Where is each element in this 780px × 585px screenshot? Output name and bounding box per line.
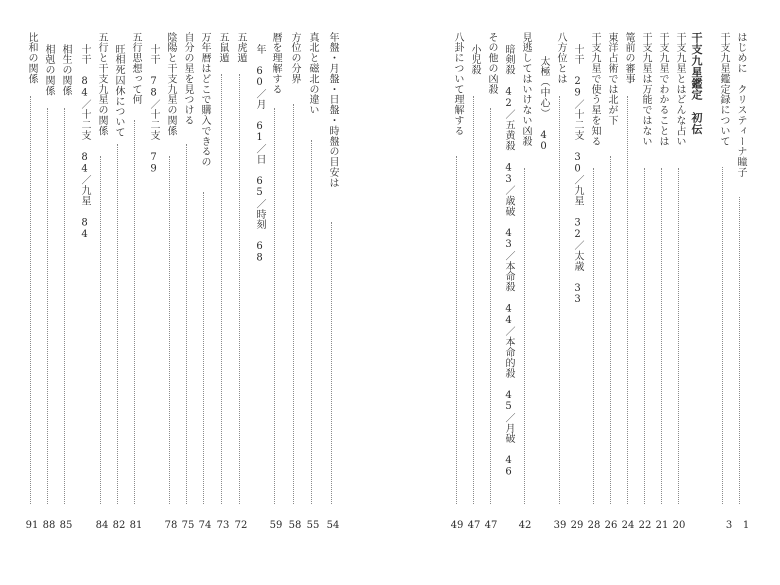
toc-subentry-text: 暗剣殺 42／五黄殺 43／歳破 43／本命殺 44／本命的殺 45／月破 46 [503, 44, 514, 478]
page-number: 29 [570, 520, 584, 531]
toc-entry-text: 八方位とは [555, 32, 566, 84]
toc-entry-text: 相剋の関係 [43, 44, 54, 96]
toc-subentry [501, 32, 515, 516]
toc-entry [518, 32, 532, 516]
toc-entry [305, 32, 319, 516]
toc-entry-text: 五行と干支九星の関係 [96, 32, 107, 136]
page-number: 24 [621, 520, 635, 531]
toc-entry-text: その他の凶殺 [486, 32, 497, 95]
page-number: 82 [112, 520, 126, 531]
toc-entry [553, 32, 567, 516]
toc-entry [672, 32, 686, 516]
leader-dots [134, 120, 135, 504]
page-number: 59 [269, 520, 283, 531]
leader-dots [100, 156, 101, 504]
toc-entry [604, 32, 618, 516]
toc-entry-text: 干支九星とはどんな占い [674, 32, 685, 147]
page-number: 73 [216, 520, 230, 531]
toc-entry-text: 干支九星は万能ではない [640, 32, 651, 147]
page-number: 88 [42, 520, 56, 531]
toc-entry [41, 32, 55, 516]
toc-entry-text: 見逃してはいけない凶殺 [520, 32, 531, 147]
toc-entry [94, 32, 108, 516]
toc-entry-text: 自分の星を見つける [182, 32, 193, 126]
leader-dots [293, 104, 294, 504]
page-number: 91 [25, 520, 39, 531]
page-number: 49 [450, 520, 464, 531]
toc-subentry [570, 32, 584, 516]
leader-dots [661, 168, 662, 504]
toc-entry-text: 八卦について理解する [452, 32, 463, 136]
leader-dots [739, 197, 740, 504]
section-heading: 干支九星鑑定 初伝 [690, 32, 703, 135]
toc-entry [621, 32, 635, 516]
leader-dots [722, 167, 723, 504]
toc-entry [484, 32, 498, 516]
leader-dots [311, 140, 312, 504]
toc-entry-text: 小児殺 [469, 44, 480, 76]
page-number: 47 [484, 520, 498, 531]
toc-entry [24, 32, 38, 516]
toc-subentry-text: 年 60／月 61／日 65／時刻 68 [254, 44, 265, 264]
leader-dots [456, 156, 457, 504]
toc-entry-text: 五鼠遁 [217, 32, 228, 64]
leader-dots [203, 192, 204, 504]
page-number: 55 [306, 520, 320, 531]
toc-entry-text: 陰陽と干支九星の関係 [165, 32, 176, 136]
leader-dots [644, 168, 645, 504]
toc-entry-text: 東洋占術では北が下 [606, 32, 617, 126]
page-number: 39 [553, 520, 567, 531]
leader-dots [490, 108, 491, 504]
page-number: 47 [467, 520, 481, 531]
toc-subentry [536, 32, 550, 516]
toc-subentry-text: 十干 29／十二支 30／九星 32／太歳 33 [572, 44, 583, 306]
toc-section-heading [689, 32, 703, 516]
right-page [390, 0, 780, 585]
toc-entry [233, 32, 247, 516]
leader-dots [559, 96, 560, 504]
page-number: 74 [198, 520, 212, 531]
leader-dots [473, 96, 474, 504]
toc-entry [128, 32, 142, 516]
page-number: 3 [725, 520, 733, 531]
toc-entry [287, 32, 301, 516]
page-number: 58 [288, 520, 302, 531]
toc-entry-text: 五行思想って何 [130, 32, 141, 105]
toc-entry [716, 32, 730, 516]
leader-dots [30, 96, 31, 504]
toc-entry-text: はじめに クリスティーナ瞳子 [735, 32, 746, 178]
page-number: 1 [742, 520, 750, 531]
page-number: 72 [234, 520, 248, 531]
toc-entry [180, 32, 194, 516]
toc-entry [111, 32, 125, 516]
toc-subentry-text: 太極（中心） 40 [538, 56, 549, 153]
page-number: 26 [604, 520, 618, 531]
toc-subentry [146, 32, 160, 516]
leader-dots [47, 108, 48, 504]
leader-dots [274, 108, 275, 504]
leader-dots [593, 168, 594, 504]
toc-entry-text: 暦を理解する [270, 32, 281, 95]
toc-entry [163, 32, 177, 516]
leader-dots [678, 168, 679, 504]
toc-entry-text: 方位の分界 [289, 32, 300, 84]
toc-subentry-text: 十干 84／十二支 84／九星 84 [79, 44, 90, 241]
toc-subentry [252, 32, 266, 516]
toc-entry [325, 32, 339, 516]
page-number: 75 [181, 520, 195, 531]
page-number: 42 [518, 520, 532, 531]
toc-entry [197, 32, 211, 516]
leader-dots [627, 96, 628, 504]
page-number: 78 [164, 520, 178, 531]
leader-dots [524, 168, 525, 504]
toc-entry [655, 32, 669, 516]
toc-entry [638, 32, 652, 516]
leader-dots [186, 144, 187, 504]
toc-entry-text: 篭前の審事 [623, 32, 634, 84]
page-number: 54 [326, 520, 340, 531]
toc-entry [733, 32, 747, 516]
toc-entry-text: 相生の関係 [60, 44, 71, 96]
toc-subentry [77, 32, 91, 516]
page-number: 20 [672, 520, 686, 531]
page-number: 85 [59, 520, 73, 531]
leader-dots [239, 74, 240, 504]
toc-entry-text: 年盤・月盤・日盤・時盤の目安は [327, 32, 338, 188]
leader-dots [610, 156, 611, 504]
page-number: 81 [129, 520, 143, 531]
page-number: 28 [587, 520, 601, 531]
toc-entry [268, 32, 282, 516]
toc-entry [450, 32, 464, 516]
toc-entry-text: 真北と磁北の違い [307, 32, 318, 116]
toc-entry [587, 32, 601, 516]
toc-entry-text: 五虎遁 [235, 32, 246, 64]
toc-subentry-text: 十干 78／十二支 79 [148, 44, 159, 175]
toc-entry-text: 比和の関係 [26, 32, 37, 84]
leader-dots [117, 144, 118, 504]
toc-entry-text: 旺相死囚休について [113, 44, 124, 138]
toc-entry [215, 32, 229, 516]
leader-dots [64, 108, 65, 504]
leader-dots [221, 74, 222, 504]
leader-dots [169, 156, 170, 504]
page-number: 21 [655, 520, 669, 531]
toc-entry-text: 干支九星で使う星を知る [589, 32, 600, 147]
leader-dots [331, 222, 332, 504]
page-number: 84 [95, 520, 109, 531]
toc-entry [58, 32, 72, 516]
toc-entry-text: 干支九星鑑定録について [718, 32, 729, 147]
toc-entry-text: 干支九星でわかることは [657, 32, 668, 147]
page-number: 22 [638, 520, 652, 531]
toc-entry-text: 万年暦はどこで購入できるの [199, 32, 210, 168]
toc-entry [467, 32, 481, 516]
